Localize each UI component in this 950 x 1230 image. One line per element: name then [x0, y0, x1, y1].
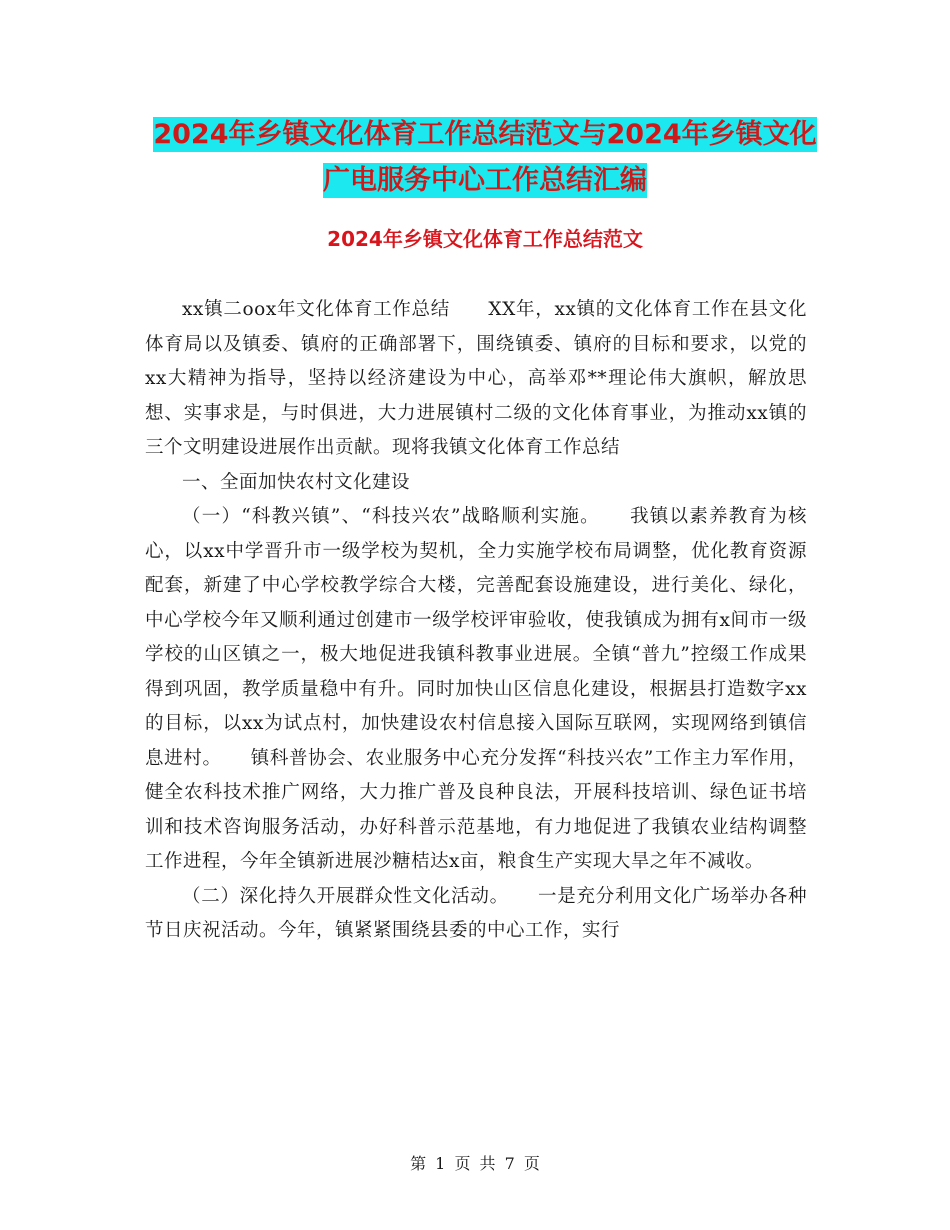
paragraph-cultural-activities: （二）深化持久开展群众性文化活动。 一是充分利用文化广场举办各种节日庆祝活动。今年，镇紧紧围绕县委的中心工作，实行: [145, 885, 807, 941]
section-title: 2024年乡镇文化体育工作总结范文: [327, 227, 643, 251]
paragraph-science-education: （一）“科教兴镇”、“科技兴农”战略顺利实施。 我镇以素养教育为核心，以xx中学晋升市一级学校为契机，全力实施学校布局调整，优化教育资源配套，新建了中心学校教学综合大楼，完善配套设施建设，进行美化、绿化，中心学校今年又顺利通过创建市一级学校评审验收，使我镇成为拥有x间市一级学校的山区镇之一，极大地促进我镇科教事业进展。全镇“普九”控缀工作成果得到巩固，教学质量稳中有升。同时加快山区信息化建设，根据县打造数字xx的目标，以xx为试点村，加快建设农村信息接入国际互联网，实现网络到镇信息进村。 镇科普协会、农业服务中心充分发挥“科技兴农”工作主力军作用，健全农科技术推广网络，大力推广普及良种良法，开展科技培训、绿色证书培训和技术咨询服务活动，办好科普示范基地，有力地促进了我镇农业结构调整工作进程，今年全镇新进展沙糖桔达x亩，粮食生产实现大旱之年不减收。: [145, 506, 807, 872]
page-footer: 第 1 页 共 7 页: [410, 1154, 540, 1173]
document-title-text: 2024年乡镇文化体育工作总结范文与2024年乡镇文化广电服务中心工作总结汇编: [153, 119, 817, 196]
paragraph-heading-1: 一、全面加快农村文化建设: [182, 471, 411, 493]
paragraph-intro: xx镇二oox年文化体育工作总结 XX年，xx镇的文化体育工作在县文化体育局以及镇委、镇府的正确部署下，围绕镇委、镇府的目标和要求，以党的xx大精神为指导，坚持以经济建设为中心，高举邓**理论伟大旗帜，解放思想、实事求是，与时俱进，大力进展镇村二级的文化体育事业，为推动xx镇的三个文明建设进展作出贡献。现将我镇文化体育工作总结: [145, 299, 807, 458]
document-title: [140, 112, 830, 204]
document-body: [145, 293, 807, 949]
